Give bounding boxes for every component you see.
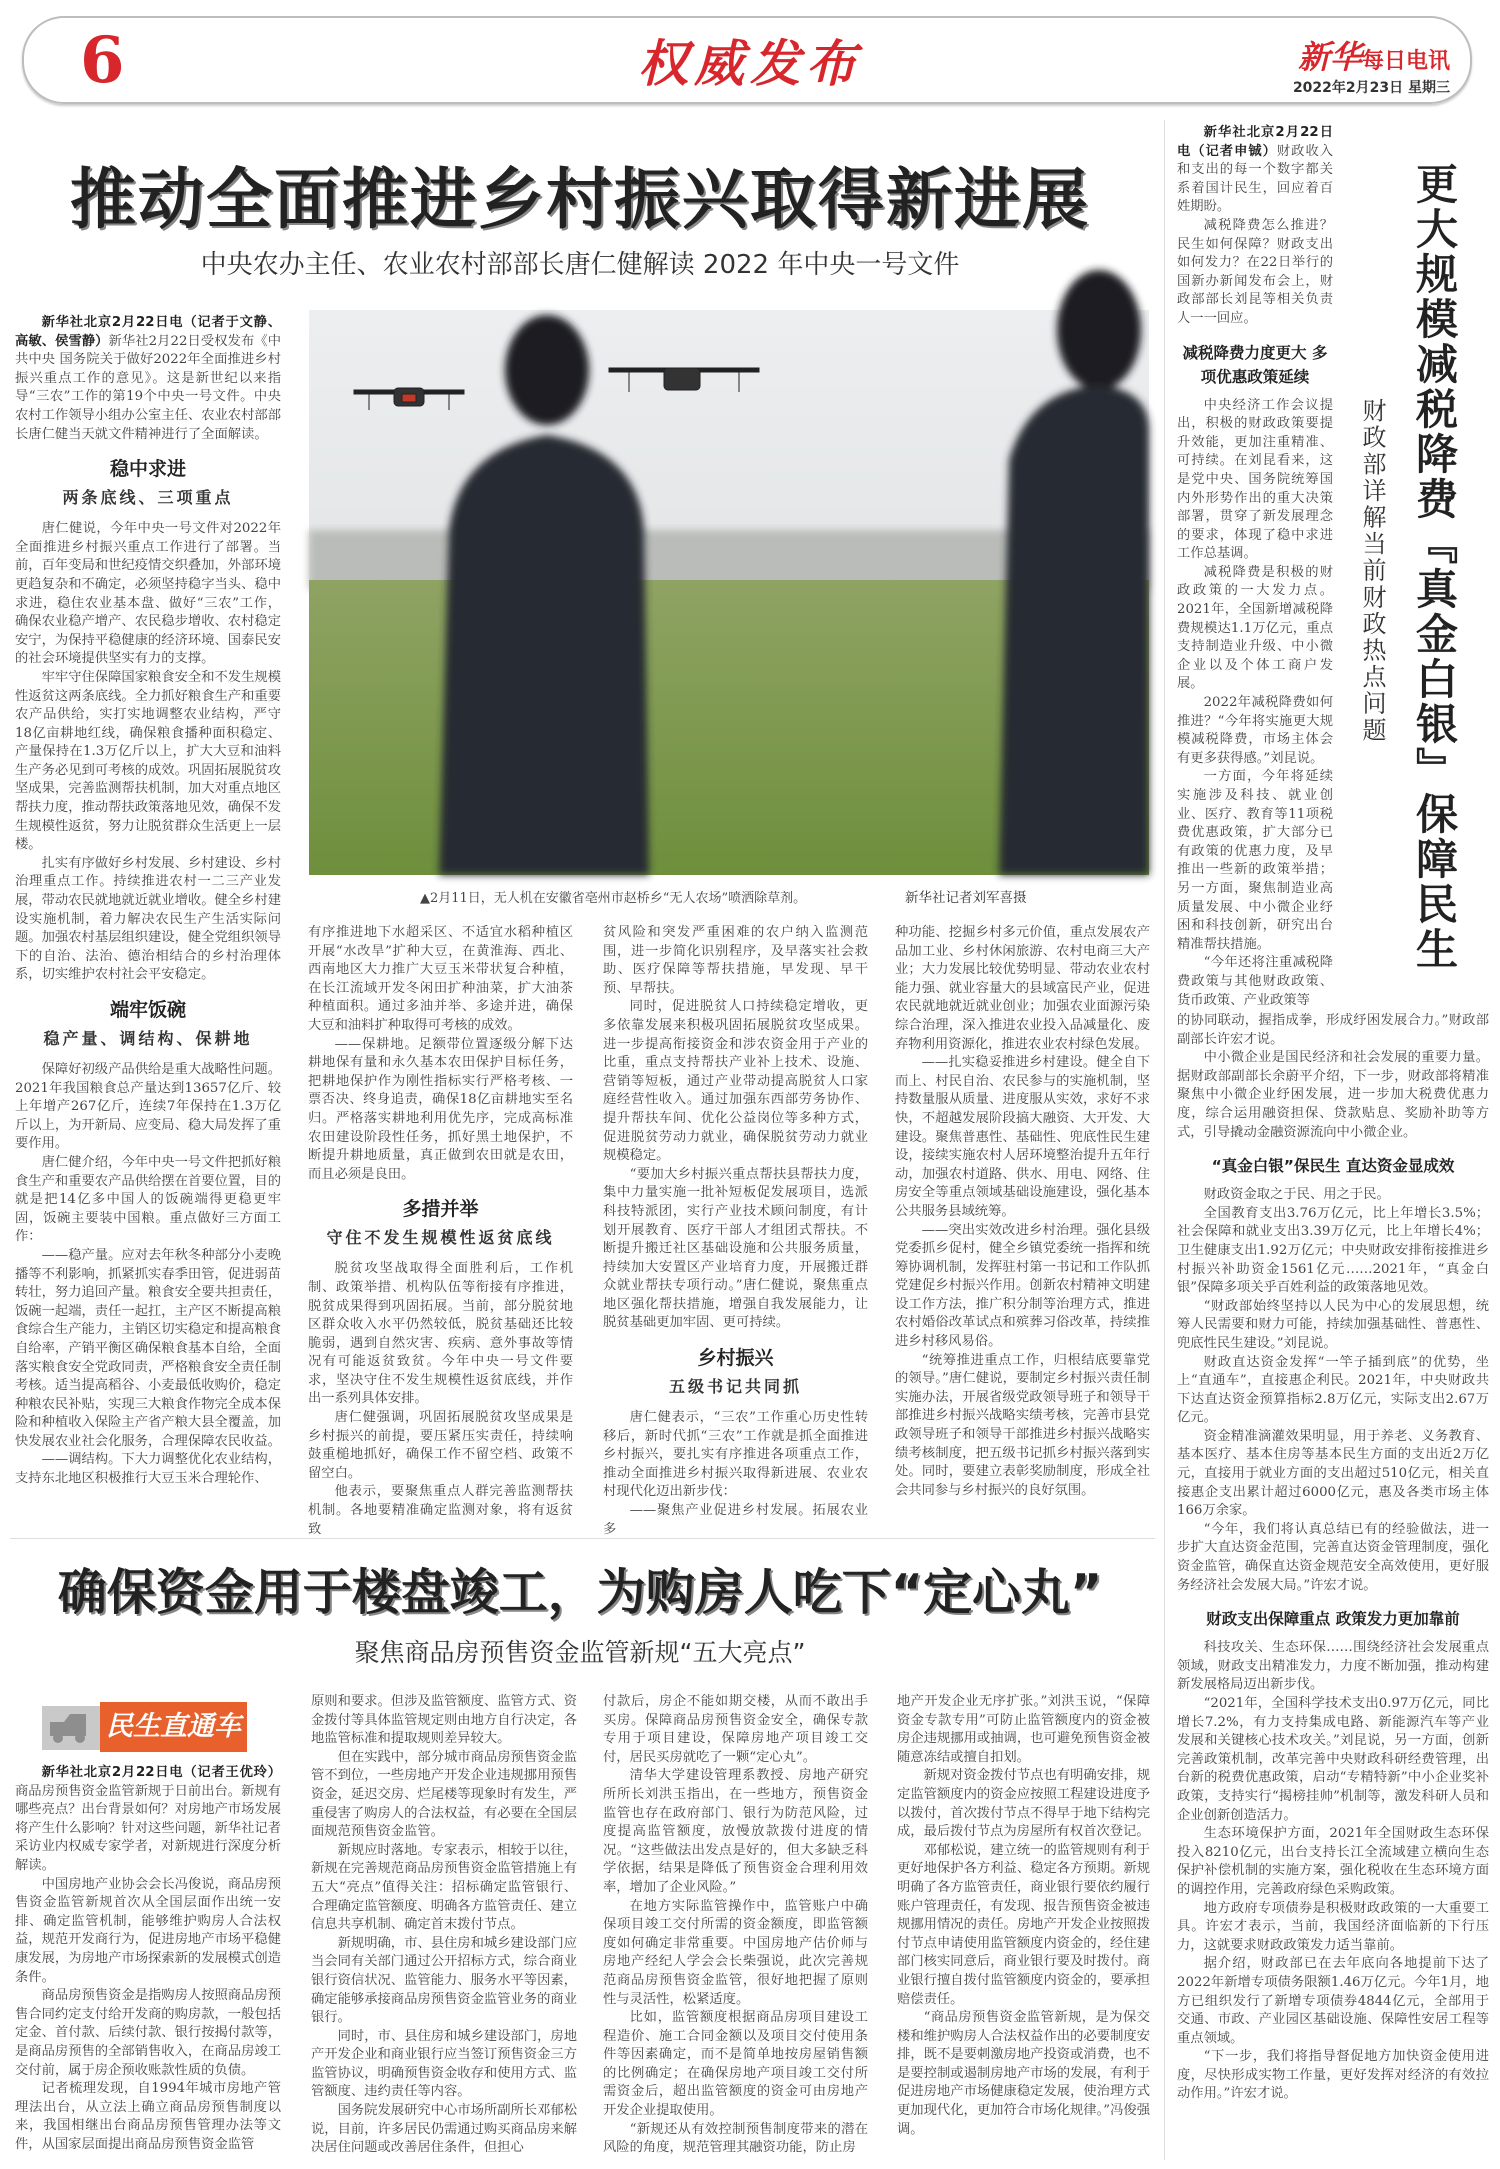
dateline-paragraph [15,1764,281,1876]
news-photo-drones-over-field [309,310,1149,875]
paragraph: 新规对资金拨付节点也有明确安排，规定监管额度内的资金应按照工程建设进度予以拨付，首次拨付节点不得早于地下结构完成，最后拨付节点为房屋所有权首次登记。 [897,1768,1150,1840]
paragraph-continued: 原则和要求。但涉及监管额度、监管方式、资金拨付等具体监管规定则由地方自行决定，各地监管标准和提取规则差异较大。 [311,1694,577,1747]
section-subheading: 五级书记共同抓 [668,1377,802,1397]
newspaper-logo [1200,40,1450,76]
paragraph: 同时，市、县住房和城乡建设部门，房地产开发企业和商业银行应当签订预售资金三方监管协议，明确预售资金收存和使用方式、监管额度、违约责任等内容。 [311,2028,577,2100]
section-heading: 多措并举 [402,1198,479,1221]
story1-headline: 推动全面推进乡村振兴取得新进展 [70,161,1090,238]
story2-subheadline: 财政部详解当前财政热点问题 [1358,398,1386,744]
paragraph: 唐仁健说，今年中央一号文件对2022年全面推进乡村振兴重点工作进行了部署。当前，百年变局和世纪疫情交织叠加，外部环境更趋复杂和不确定，必须坚持稳字当头、稳中求进，稳住农业基本盘、做好“三农”工作，确保农业稳产增产、农民稳步增收、农村稳定安宁，为保持平稳健康的经济环境、国泰民安的社会环境提供坚实有力的支撑。 [15,521,281,667]
paragraph: 扎实有序做好乡村发展、乡村建设、乡村治理重点工作。持续推进农村一二三产业发展，带动农民就地就近就业增收。健全乡村建设实施机制，着力解决农民生产生活实际问题。加强农村基层组织建设，健全党组织领导下的自治、法治、德治相结合的乡村治理体系，切实维护农村社会平安稳定。 [15,855,281,983]
story3-column-1 [15,1764,281,2162]
paragraph: 唐仁健表示，“三农”工作重心历史性转移后，新时代抓“三农”工作就是抓全面推进乡村振兴，要扎实有序推进各项重点工作，推动全面推进乡村振兴取得新进展、农业农村现代化迈出新步伐： [603,1410,868,1500]
paragraph: “要加大乡村振兴重点帮扶县帮扶力度，集中力量实施一批补短板促发展项目，选派科技特派团，实行产业技术顾问制度，有计划开展教育、医疗干部人才组团式帮扶。不断提升搬迁社区基础设施和公共服务质量，持续加大安置区产业培育力度，开展搬迁群众就业帮扶专项行动。”唐仁健说，聚焦重点地区强化帮扶措施，增强自我发展能力，让脱贫基础更加牢固、更可持续。 [603,1166,868,1331]
paragraph: “今年，我们将认真总结已有的经验做法，进一步扩大直达资金范围，完善直达资金管理制度，强化资金监管，确保直达资金规范安全高效使用，更好服务经济社会发展大局。”许宏才说。 [1177,1521,1489,1593]
paragraph-continued: 付款后，房企不能如期交楼，从而不敢出手买房。保障商品房预售资金安全，确保专款专用于项目建设，保障房地产项目竣工交付，居民买房就吃了一颗“定心丸”。 [603,1694,868,1765]
paragraph: 财政资金取之于民、用之于民。 [1203,1187,1390,1203]
section-heading: 端牢饭碗 [109,999,186,1021]
paragraph: 牢牢守住保障国家粮食安全和不发生规模性返贫这两条底线。全力抓好粮食生产和重要农产品供给，实打实地调整农业结构，严守18亿亩耕地红线，确保粮食播种面积稳定、产量保持在1.3万亿斤以上，扩大大豆和油料生产务必见到可考核的成效。巩固拓展脱贫攻坚成果，完善监测帮扶机制，加大对重点地区帮扶力度，推动帮扶政策落地见效，确保不发生规模性返贫，努力让脱贫群众生活更上一层楼。 [15,669,281,853]
paragraph: “财政部始终坚持以人民为中心的发展思想，统筹人民需要和财力可能，持续加强基础性、普惠性、兜底性民生建设。”刘昆说。 [1177,1298,1489,1351]
story1-column-1 [15,314,281,1520]
paragraph: 同时，促进脱贫人口持续稳定增收，更多依靠发展来积极巩固拓展脱贫攻坚成果。进一步提高衔接资金和涉农资金用于产业的比重，重点支持帮扶产业补上技术、设施、营销等短板，通过产业带动提高脱贫人口家庭经营性收入。通过加强东西部劳务协作、提升帮扶车间、优化公益岗位等多种方式，促进脱贫劳动力就业，确保脱贫劳动力就业规模稳定。 [603,999,868,1164]
paragraph: “统筹推进重点工作，归根结底要靠党的领导。”唐仁健说，要制定乡村振兴责任制实施办法，开展省级党政领导班子和领导干部推进乡村振兴战略实绩考核，完善市县党政领导班子和领导干部推进乡村振兴战略实绩考核制度，把五级书记抓乡村振兴落到实处。同时，要建立表彰奖励制度，形成全社会共同参与乡村振兴的良好氛围。 [895,1352,1150,1498]
paragraph: 脱贫攻坚战取得全面胜利后，工作机制、政策举措、机构队伍等衔接有序推进，脱贫成果得到巩固拓展。当前，部分脱贫地区群众收入水平仍然较低，脱贫基础还比较脆弱，遇到自然灾害、疾病、意外事故等情况有可能返贫致贫。今年中央一号文件要求，坚决守住不发生规模性返贫底线，并作出一系列具体安排。 [308,1261,573,1407]
paragraph: 财政直达资金发挥“一竿子插到底”的优势，坐上“直通车”，直接惠企利民。2021年，中央财政共下达直达资金预算指标2.8万亿元，实际支出2.67万亿元。 [1177,1354,1489,1426]
paragraph-continued: 种功能、挖掘乡村多元价值，重点发展农产品加工业、乡村休闲旅游、农村电商三大产业；大力发展比较优势明显、带动农业农村能力强、就业容量大的县域富民产业，促进农民就地就近就业创业；加强农业面源污染综合治理，深入推进农业投入品减量化、废弃物利用资源化，推进农业农村绿色发展。 [895,925,1150,1052]
paragraph: 但在实践中，部分城市商品房预售资金监管不到位，一些房地产开发企业违规挪用预售资金，延迟交房、烂尾楼等现象时有发生，严重侵害了购房人的合法权益，有必要在全国层面规范预售资金监管。 [311,1749,577,1840]
issue-date: 2022年2月23日 星期三 [1292,80,1450,96]
story3-headline: 确保资金用于楼盘竣工，为购房人吃下“定心丸” [57,1564,1103,1621]
paragraph: “今年还将注重减税降费政策与其他财政政策、货币政策、产业政策等 [1177,955,1333,1008]
story2-narrow-column [1177,124,1333,1012]
paragraph: “下一步，我们将指导督促地方加快资金使用进度，尽快形成实物工作量，更好发挥对经济的有效拉动作用。”许宏才说。 [1177,2049,1489,2102]
paragraph: 中央经济工作会议提出，积极的财政政策要提升效能，更加注重精准、可持续。在刘昆看来，这是党中央、国务院统筹国内外形势作出的重大决策部署，贯穿了新发展理念的要求，体现了稳中求进工作总基调。 [1177,397,1333,562]
section-subheading: 两条底线、三项重点 [62,488,234,508]
section-divider [10,1538,1155,1539]
section-heading: 财政支出保障重点 政策发力更加靠前 [1206,1610,1460,1629]
paragraph: 唐仁健介绍，今年中央一号文件把抓好粮食生产和重要农产品供给摆在首要位置，目的就是把14亿多中国人的饭碗端得更稳更牢固，饭碗主要装中国粮。重点做好三方面工作： [15,1154,281,1245]
paragraph: 新规应时落地。专家表示，相较于以往，新规在完善规范商品房预售资金监管措施上有五大“亮点”值得关注：招标确定监管银行、合理确定监管额度、明确各方监管责任、建立信息共享机制、确定首末拨付节点。 [311,1842,577,1933]
page-number: 6 [80,23,125,98]
dateline-paragraph [1177,124,1333,217]
paragraph: “新规还从有效控制预售制度带来的潜在风险的角度，规范管理其融资功能，防止房 [603,2121,868,2156]
story1-column-2 [308,924,573,1537]
paragraph: 减税降费怎么推进？民生如何保障？财政支出如何发力？在22日举行的国新办新闻发布会上，财政部部长刘昆等相关负责人一一回应。 [1177,217,1333,326]
paragraph: 一方面，今年将延续实施涉及科技、就业创业、医疗、教育等11项税费优惠政策，扩大部分已有政策的优惠力度，及早推出一些新的政策举措；另一方面，聚焦制造业高质量发展、中小微企业纾困和科技创新，研究出台精准帮扶措施。 [1177,769,1333,952]
paragraph: 2022年减税降费如何推进？“今年将实施更大规模减税降费，市场主体会有更多获得感。”刘昆说。 [1177,695,1333,766]
paragraph-continued: 有序推进地下水超采区、不适宜水稻种植区开展“水改旱”扩种大豆，在黄淮海、西北、西南地区大力推广大豆玉米带状复合种植，在长江流域开发冬闲田扩种油菜，扩大油茶种植面积。通过多油并举、多途并进，确保大豆和油料扩种取得可考核的成效。 [308,925,573,1033]
photo-credit: 新华社记者刘军喜摄 [905,890,1027,906]
paragraph: 科技攻关、生态环保……围绕经济社会发展重点领域，财政支出精准发力，力度不断加强，推动构建新发展格局迈出新步伐。 [1177,1640,1489,1693]
lead-text: 商品房预售资金监管新规于日前出台。新规有哪些亮点？出台背景如何？对房地产市场发展将产生什么影响？针对这些问题，新华社记者采访业内权威专家学者，对新规进行深度分析解读。 [15,1783,281,1873]
story2-headline: 更大规模减税降费『真金白银』保障民生 [1410,162,1459,972]
paragraph: 生态环境保护方面，2021年全国财政生态环保投入8210亿元，出台支持长江全流域建立横向生态保护补偿机制的实施方案，强化税收在生态环境方面的调控作用，完善政府绿色采购政策。 [1177,1826,1489,1897]
story1-column-4 [895,924,1150,1520]
logo-brand: 新华 [1297,38,1362,76]
story3-column-4 [897,1693,1150,2162]
badge-label: 民生直通车 [100,1702,247,1752]
logo-sub: 每日电讯 [1361,49,1450,74]
paragraph: 记者梳理发现，自1994年城市房地产管理法出台，从立法上确立商品房预售制度以来，我国相继出台商品房预售管理办法等文件，从国家层面提出商品房预售资金监管 [15,2081,281,2152]
paragraph: ——稳产量。应对去年秋冬种部分小麦晚播等不利影响，抓紧抓实春季田管，促进弱苗转壮，努力追回产量。粮食安全要共担责任，饭碗一起端，责任一起扛，主产区不断提高粮食综合生产能力，主销区切实稳定和提高粮食自给率，产销平衡区确保粮食基本自给，全面落实粮食安全党政同责，严格粮食安全责任制考核。适当提高稻谷、小麦最低收购价，稳定种粮农民补贴，实现三大粮食作物完全成本保险和种植收入保险主产省产粮大县全覆盖，加快发展农业社会化服务，合理保障农民收益。 [15,1247,281,1449]
section-subheading: 稳产量、调结构、保耕地 [43,1029,253,1048]
dateline: 新华社北京2月22日电（记者王优玲） [41,1765,281,1780]
story1-column-3 [603,924,868,1537]
paragraph: 唐仁健强调，巩固拓展脱贫攻坚成果是乡村振兴的前提，要压紧压实责任，持续响鼓重槌地抓好，确保工作不留空档、政策不留空白。 [308,1410,573,1481]
paragraph: 邓郁松说，建立统一的监管规则有利于更好地保护各方利益、稳定各方预期。新规明确了各方监管责任，商业银行要依约履行账户管理责任，有发现、报告预售资金被违规挪用情况的责任。房地产开发企业按照拨付节点申请使用监管额度内资金的，经住建部门核实同意后，商业银行要及时拨付。商业银行擅自拨付监管额度内资金的，要承担赔偿责任。 [897,1842,1150,2007]
paragraph-continued: 的协同联动，握指成拳，形成纾困发展合力。”财政部副部长许宏才说。 [1177,1013,1489,1047]
story3-column-2 [311,1693,577,2162]
photo-caption: ▲2月11日，无人机在安徽省亳州市赵桥乡“无人农场”喷洒除草剂。 [420,891,807,906]
paragraph: 据介绍，财政部已在去年底向各地提前下达了2022年新增专项债务限额1.46万亿元。今年1月，地方已组织发行了新增专项债券4844亿元，全部用于交通、市政、产业园区基础设施、保障性安居工程等重点领域。 [1177,1956,1489,2046]
paragraph: ——突出实效改进乡村治理。强化县级党委抓乡促村，健全乡镇党委统一指挥和统筹协调机制，发挥驻村第一书记和工作队抓党建促乡村振兴作用。创新农村精神文明建设工作方法，推广积分制等治理方式，推进农村婚俗改革试点和殡葬习俗改革，持续推进乡村移风易俗。 [895,1222,1150,1350]
column-badge [42,1702,247,1752]
section-heading: 减税降费力度更大 多项优惠政策延续 [1182,343,1328,386]
dateline-paragraph [15,314,281,444]
section-heading: 稳中求进 [109,458,186,481]
paragraph: “商品房预售资金监管新规，是为保交楼和维护购房人合法权益作出的必要制度安排，既不是要刺激房地产投资或消费，也不是要控制或遏制房地产市场的发展，有利于促进房地产市场健康稳定发展，使治理方式更加现代化，更加符合市场化规律。”冯俊强调。 [897,2010,1150,2137]
paragraph: 他表示，要聚焦重点人群完善监测帮扶机制。各地要精准确定监测对象，将有返贫致 [308,1484,573,1537]
paragraph: 新规明确，市、县住房和城乡建设部门应当会同有关部门通过公开招标方式，综合商业银行资信状况、监管能力、服务水平等因素，确定能够承接商品房预售资金监管业务的商业银行。 [311,1935,577,2026]
story2-wide-column [1177,1012,1489,2162]
paragraph: 全国教育支出3.76万亿元，比上年增长3.5%；社会保障和就业支出3.39万亿元，比上年增长4%；卫生健康支出1.92万亿元；中央财政安排衔接推进乡村振兴补助资金1561亿元……2021年，“真金白银”保障多项关乎百姓利益的政策落地见效。 [1177,1205,1489,1296]
story3-column-3 [603,1693,868,2162]
paragraph: “2021年，全国科学技术支出0.97万亿元，同比增长7.2%，有力支持集成电路、新能源汽车等产业发展和关键核心技术攻关。”刘昆说，另一方面，创新完善政策机制，改革完善中央财政科研经费管理，出台新的税费优惠政策，启动“专精特新”中小企业奖补政策，支持实行“揭榜挂帅”机制等，激发科研人员和企业创新创造活力。 [1177,1696,1489,1823]
paragraph: 商品房预售资金是指购房人按照商品房预售合同约定支付给开发商的购房款，一般包括定金、首付款、后续付款、银行按揭付款等，是商品房预售的全部销售收入，在商品房竣工交付前，属于房企预收账款性质的负债。 [15,1988,281,2078]
paragraph: 资金精准滴灌效果明显，用于养老、义务教育、基本医疗、基本住房等基本民生方面的支出近2万亿元，直接用于就业方面的支出超过510亿元，相关直接惠企支出累计超过6000亿元，惠及各类市场主体166万余家。 [1177,1428,1489,1519]
column-divider [1164,120,1165,2160]
lead-text: 财政收入和支出的每一个数字都关系着国计民生，回应着百姓期盼。 [1177,143,1334,215]
section-heading: 乡村振兴 [697,1347,774,1370]
paragraph: 中国房地产业协会会长冯俊说，商品房预售资金监管新规首次从全国层面作出统一安排、确定监管机制，能够维护购房人合法权益，规范开发商行为，促进房地产市场平稳健康发展，为房地产市场探索新的发展模式创造条件。 [15,1876,281,1985]
paragraph: 在地方实际监管操作中，监管账户中确保项目竣工交付所需的资金额度，即监管额度如何确定非常重要。中国房地产估价师与房地产经纪人学会会长柴强说，此次完善规范商品房预售资金监管，很好地把握了原则性与灵活性，松紧适度。 [603,1898,868,2007]
section-heading: “真金白银”保民生 直达资金显成效 [1211,1157,1455,1176]
paragraph: 地方政府专项债券是积极财政政策的一大重要工具。许宏才表示，当前，我国经济面临新的下行压力，这就要求财政政策发力适当靠前。 [1177,1900,1489,1953]
paragraph-continued: 贫风险和突发严重困难的农户纳入监测范围，进一步简化识别程序，及早落实社会救助、医疗保障等帮扶措施，早发现、早干预、早帮扶。 [603,925,868,996]
section-subheading: 守住不发生规模性返贫底线 [326,1228,555,1248]
paragraph: 国务院发展研究中心市场所副所长邓郁松说，目前，许多居民仍需通过购买商品房来解决居住问题或改善居住条件，但担心 [311,2103,577,2156]
story1-subheadline: 中央农办主任、农业农村部部长唐仁健解读 2022 年中央一号文件 [200,250,960,280]
paragraph: ——保耕地。足额带位置逐级分解下达耕地保有量和永久基本农田保护目标任务，把耕地保护作为刚性指标实行严格考核、一票否决、终身追责，确保18亿亩耕地实至名归。严格落实耕地利用优先序，完成高标准农田建设阶段性任务，抓好黑土地保护，不断提升耕地质量，真正做到农田就是农田，而且必须是良田。 [308,1036,573,1182]
paragraph: 比如，监管额度根据商品房项目建设工程造价、施工合同金额以及项目交付使用条件等因素确定，而不是简单地按房屋销售额的比例确定；在确保房地产项目竣工交付所需资金后，超出监管额度的资金可由房地产开发企业提取使用。 [603,2010,868,2119]
story3-subheadline: 聚焦商品房预售资金监管新规“五大亮点” [354,1638,806,1667]
lead-text: 新华社2月22日受权发布《中共中央 国务院关于做好2022年全面推进乡村振兴重点工作的意见》。这是新世纪以来指导“三农”工作的第19个中央一号文件。中央农村工作领导小组办公室主任、农业农村部部长唐仁健当天就文件精神进行了全面解读。 [15,333,281,442]
paragraph: 中小微企业是国民经济和社会发展的重要力量。据财政部副部长余蔚平介绍，下一步，财政部将精准聚焦中小微企业纾困发展，进一步加大税费优惠力度，综合运用融资担保、贷款贴息、奖励补助等方式，引导撬动金融资源流向中小微企业。 [1177,1050,1489,1140]
dateline: 新华社北京2月22日电（记者于文静、高敏、侯雪静） [15,315,281,349]
paragraph: 保障好初级产品供给是重大战略性问题。2021年我国粮食总产量达到13657亿斤、较上年增产267亿斤，连续7年保持在1.3万亿斤以上，为开新局、应变局、稳大局发挥了重要作用。 [15,1062,281,1152]
paragraph-continued: 地产开发企业无序扩张。”刘洪玉说，“保障资金专款专用”可防止监管额度内的资金被房企违规挪用或抽调，也可避免预售资金被随意冻结或擅自扣划。 [897,1694,1150,1765]
dateline: 新华社北京2月22日电（记者申铖） [1177,125,1333,159]
paragraph: ——聚焦产业促进乡村发展。拓展农业多 [603,1503,868,1537]
section-title: 权威发布 [638,35,862,93]
paragraph: ——扎实稳妥推进乡村建设。健全自下而上、村民自治、农民参与的实施机制，坚持数量服从质量、进度服从实效，求好不求快，不超越发展阶段搞大融资、大开发、大建设。聚焦普惠性、基础性、兜底性民生建设，接续实施农村人居环境整治提升五年行动，加强农村道路、供水、用电、网络、住房安全等重点领域基础设施建设，强化基本公共服务县域统筹。 [895,1055,1150,1219]
paragraph: 清华大学建设管理系教授、房地产研究所所长刘洪玉指出，在一些地方，预售资金监管也存在政府部门、银行为防范风险，过度提高监管额度，放慢放款拨付进度的情况。“这些做法出发点是好的，但大多缺乏科学依据，结果是降低了预售资金合理利用效率，增加了企业风险。” [603,1768,868,1895]
paragraph: ——调结构。下大力调整优化农业结构，支持东北地区积极推行大豆玉米合理轮作、 [15,1452,281,1487]
paragraph: 减税降费是积极的财政政策的一大发力点。2021年，全国新增减税降费规模达1.1万亿元，重点支持制造业升级、中小微企业以及个体工商户发展。 [1177,564,1333,692]
